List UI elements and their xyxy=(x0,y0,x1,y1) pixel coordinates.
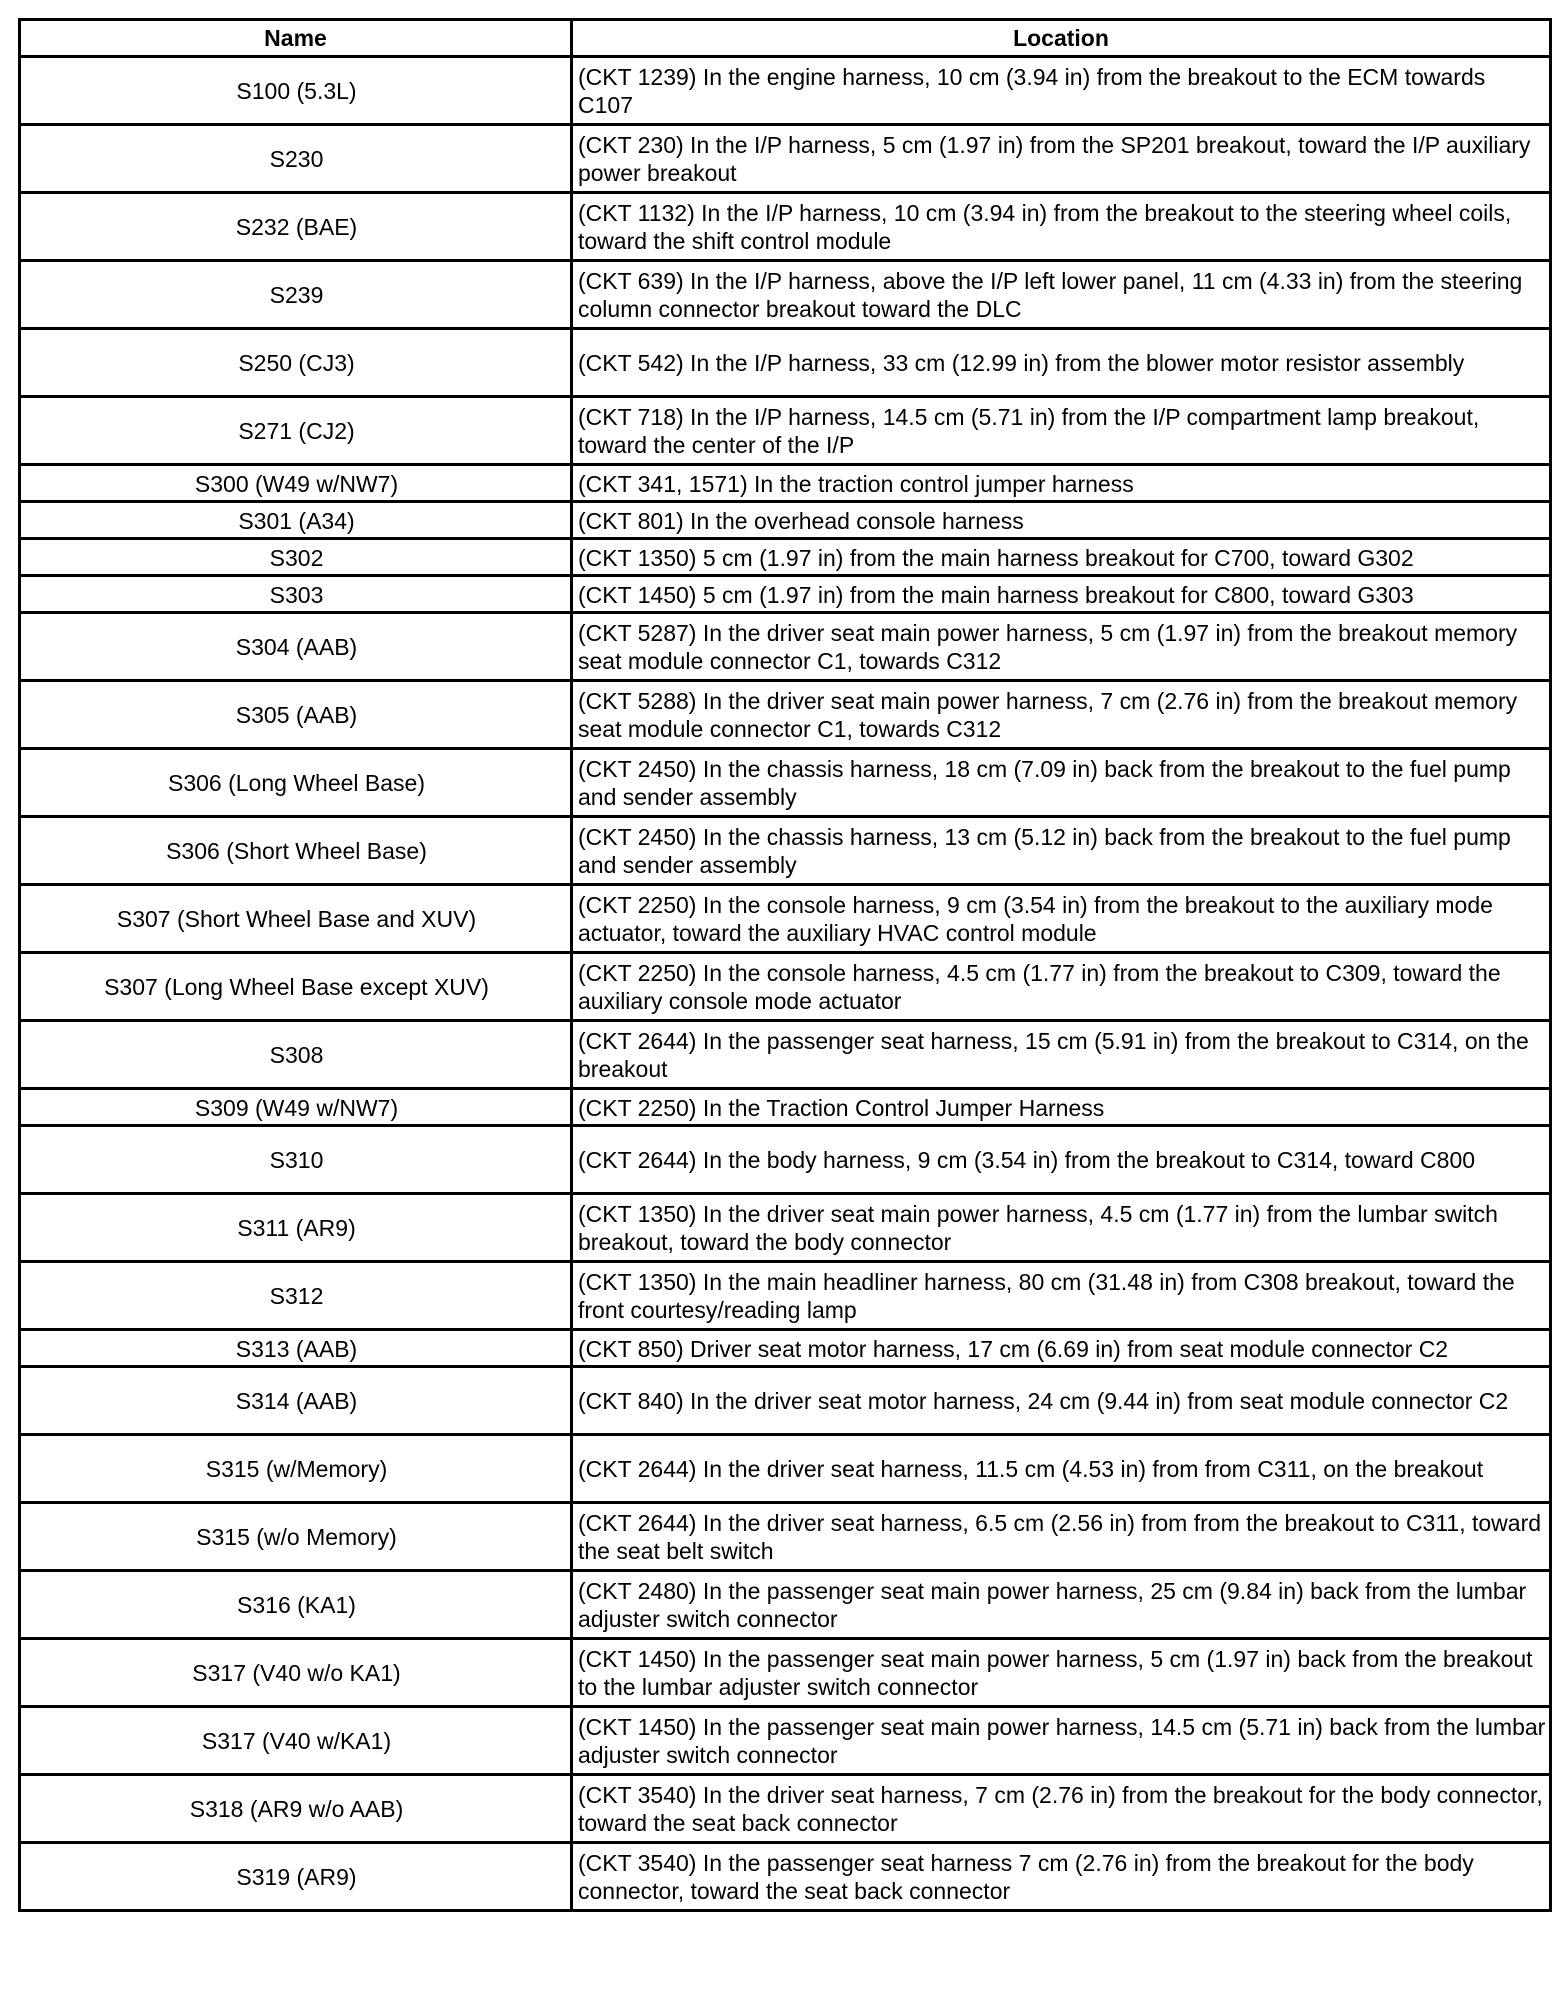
splice-name-cell: S314 (AAB) xyxy=(20,1367,572,1435)
table-row xyxy=(20,749,1551,817)
splice-name-cell: S319 (AR9) xyxy=(20,1843,572,1911)
splice-name-cell: S301 (A34) xyxy=(20,502,572,539)
table-row xyxy=(20,1194,1551,1262)
table-row xyxy=(20,953,1551,1021)
splice-location-cell: (CKT 1239) In the engine harness, 10 cm (3.94 in) from the breakout to the ECM towards C107 xyxy=(572,57,1551,125)
splice-name-cell: S309 (W49 w/NW7) xyxy=(20,1089,572,1126)
splice-name-cell: S315 (w/o Memory) xyxy=(20,1503,572,1571)
splice-name-cell: S302 xyxy=(20,539,572,576)
splice-name-cell: S306 (Short Wheel Base) xyxy=(20,817,572,885)
splice-name-cell: S308 xyxy=(20,1021,572,1089)
table-row xyxy=(20,1707,1551,1775)
splice-location-cell: (CKT 2450) In the chassis harness, 18 cm (7.09 in) back from the breakout to the fuel pump and sender assembly xyxy=(572,749,1551,817)
splice-name-cell: S307 (Short Wheel Base and XUV) xyxy=(20,885,572,953)
splice-location-cell: (CKT 5288) In the driver seat main power harness, 7 cm (2.76 in) from the breakout memory seat module connector C1, towards C312 xyxy=(572,681,1551,749)
table-row xyxy=(20,397,1551,465)
splice-name-cell: S315 (w/Memory) xyxy=(20,1435,572,1503)
table-row xyxy=(20,1843,1551,1911)
splice-location-cell: (CKT 850) Driver seat motor harness, 17 cm (6.69 in) from seat module connector C2 xyxy=(572,1330,1551,1367)
splice-name-cell: S303 xyxy=(20,576,572,613)
splice-location-cell: (CKT 2250) In the console harness, 9 cm (3.54 in) from the breakout to the auxiliary mode actuator, toward the auxiliary HVAC control module xyxy=(572,885,1551,953)
column-header-name: Name xyxy=(20,20,572,57)
table-row xyxy=(20,1775,1551,1843)
table-row xyxy=(20,1435,1551,1503)
splice-location-cell: (CKT 2644) In the driver seat harness, 6.5 cm (2.56 in) from from the breakout to C311, toward the seat belt switch xyxy=(572,1503,1551,1571)
splice-name-cell: S317 (V40 w/KA1) xyxy=(20,1707,572,1775)
table-row xyxy=(20,817,1551,885)
splice-name-cell: S304 (AAB) xyxy=(20,613,572,681)
table-header-row xyxy=(20,20,1551,57)
splice-name-cell: S310 xyxy=(20,1126,572,1194)
splice-name-cell: S313 (AAB) xyxy=(20,1330,572,1367)
splice-name-cell: S100 (5.3L) xyxy=(20,57,572,125)
splice-name-cell: S317 (V40 w/o KA1) xyxy=(20,1639,572,1707)
splice-name-cell: S305 (AAB) xyxy=(20,681,572,749)
splice-name-cell: S239 xyxy=(20,261,572,329)
table-row xyxy=(20,57,1551,125)
table-row xyxy=(20,1330,1551,1367)
table-row xyxy=(20,1571,1551,1639)
table-row xyxy=(20,125,1551,193)
splice-location-cell: (CKT 230) In the I/P harness, 5 cm (1.97 in) from the SP201 breakout, toward the I/P auxiliary power breakout xyxy=(572,125,1551,193)
splice-location-cell: (CKT 1350) In the main headliner harness, 80 cm (31.48 in) from C308 breakout, toward the front courtesy/reading lamp xyxy=(572,1262,1551,1330)
splice-location-cell: (CKT 2450) In the chassis harness, 13 cm (5.12 in) back from the breakout to the fuel pump and sender assembly xyxy=(572,817,1551,885)
splice-name-cell: S312 xyxy=(20,1262,572,1330)
table-row xyxy=(20,261,1551,329)
splice-name-cell: S307 (Long Wheel Base except XUV) xyxy=(20,953,572,1021)
table-row xyxy=(20,613,1551,681)
splice-location-cell: (CKT 1450) 5 cm (1.97 in) from the main harness breakout for C800, toward G303 xyxy=(572,576,1551,613)
splice-name-cell: S316 (KA1) xyxy=(20,1571,572,1639)
splice-name-cell: S306 (Long Wheel Base) xyxy=(20,749,572,817)
splice-location-cell: (CKT 840) In the driver seat motor harness, 24 cm (9.44 in) from seat module connector C2 xyxy=(572,1367,1551,1435)
splice-location-cell: (CKT 1350) 5 cm (1.97 in) from the main harness breakout for C700, toward G302 xyxy=(572,539,1551,576)
table-row xyxy=(20,1126,1551,1194)
splice-name-cell: S318 (AR9 w/o AAB) xyxy=(20,1775,572,1843)
table-row xyxy=(20,1503,1551,1571)
splice-location-cell: (CKT 1132) In the I/P harness, 10 cm (3.94 in) from the breakout to the steering wheel coils, toward the shift control module xyxy=(572,193,1551,261)
table-row xyxy=(20,1089,1551,1126)
table-row xyxy=(20,885,1551,953)
splice-location-cell: (CKT 801) In the overhead console harness xyxy=(572,502,1551,539)
splice-location-cell: (CKT 2250) In the Traction Control Jumper Harness xyxy=(572,1089,1551,1126)
table-row xyxy=(20,465,1551,502)
splice-name-cell: S271 (CJ2) xyxy=(20,397,572,465)
splice-location-cell: (CKT 5287) In the driver seat main power harness, 5 cm (1.97 in) from the breakout memory seat module connector C1, towards C312 xyxy=(572,613,1551,681)
table-row xyxy=(20,1367,1551,1435)
table-row xyxy=(20,1262,1551,1330)
splice-name-cell: S311 (AR9) xyxy=(20,1194,572,1262)
splice-location-cell: (CKT 3540) In the driver seat harness, 7 cm (2.76 in) from the breakout for the body connector, toward the seat back connector xyxy=(572,1775,1551,1843)
column-header-location: Location xyxy=(572,20,1551,57)
splice-location-cell: (CKT 542) In the I/P harness, 33 cm (12.99 in) from the blower motor resistor assembly xyxy=(572,329,1551,397)
splice-location-cell: (CKT 2644) In the driver seat harness, 11.5 cm (4.53 in) from from C311, on the breakout xyxy=(572,1435,1551,1503)
table-row xyxy=(20,502,1551,539)
splice-location-cell: (CKT 1450) In the passenger seat main power harness, 14.5 cm (5.71 in) back from the lumbar adjuster switch connector xyxy=(572,1707,1551,1775)
splice-location-cell: (CKT 341, 1571) In the traction control jumper harness xyxy=(572,465,1551,502)
splice-location-cell: (CKT 718) In the I/P harness, 14.5 cm (5.71 in) from the I/P compartment lamp breakout, toward the center of the I/P xyxy=(572,397,1551,465)
table-row xyxy=(20,193,1551,261)
splice-name-cell: S232 (BAE) xyxy=(20,193,572,261)
table-row xyxy=(20,1021,1551,1089)
splice-name-cell: S250 (CJ3) xyxy=(20,329,572,397)
splice-location-cell: (CKT 2250) In the console harness, 4.5 cm (1.77 in) from the breakout to C309, toward the auxiliary console mode actuator xyxy=(572,953,1551,1021)
table-row xyxy=(20,681,1551,749)
splice-name-cell: S300 (W49 w/NW7) xyxy=(20,465,572,502)
splice-location-cell: (CKT 2644) In the passenger seat harness, 15 cm (5.91 in) from the breakout to C314, on the breakout xyxy=(572,1021,1551,1089)
splice-location-cell: (CKT 639) In the I/P harness, above the I/P left lower panel, 11 cm (4.33 in) from the steering column connector breakout toward the DLC xyxy=(572,261,1551,329)
table-row xyxy=(20,576,1551,613)
table-row xyxy=(20,329,1551,397)
splice-location-cell: (CKT 2480) In the passenger seat main power harness, 25 cm (9.84 in) back from the lumbar adjuster switch connector xyxy=(572,1571,1551,1639)
table-row xyxy=(20,1639,1551,1707)
splice-name-cell: S230 xyxy=(20,125,572,193)
splice-location-cell: (CKT 3540) In the passenger seat harness 7 cm (2.76 in) from the breakout for the body connector, toward the seat back connector xyxy=(572,1843,1551,1911)
splice-location-cell: (CKT 1350) In the driver seat main power harness, 4.5 cm (1.77 in) from the lumbar switch breakout, toward the body connector xyxy=(572,1194,1551,1262)
table-row xyxy=(20,539,1551,576)
splice-location-table xyxy=(18,18,1552,1912)
table-body xyxy=(20,57,1551,1911)
splice-location-cell: (CKT 2644) In the body harness, 9 cm (3.54 in) from the breakout to C314, toward C800 xyxy=(572,1126,1551,1194)
splice-location-cell: (CKT 1450) In the passenger seat main power harness, 5 cm (1.97 in) back from the breakout to the lumbar adjuster switch connector xyxy=(572,1639,1551,1707)
